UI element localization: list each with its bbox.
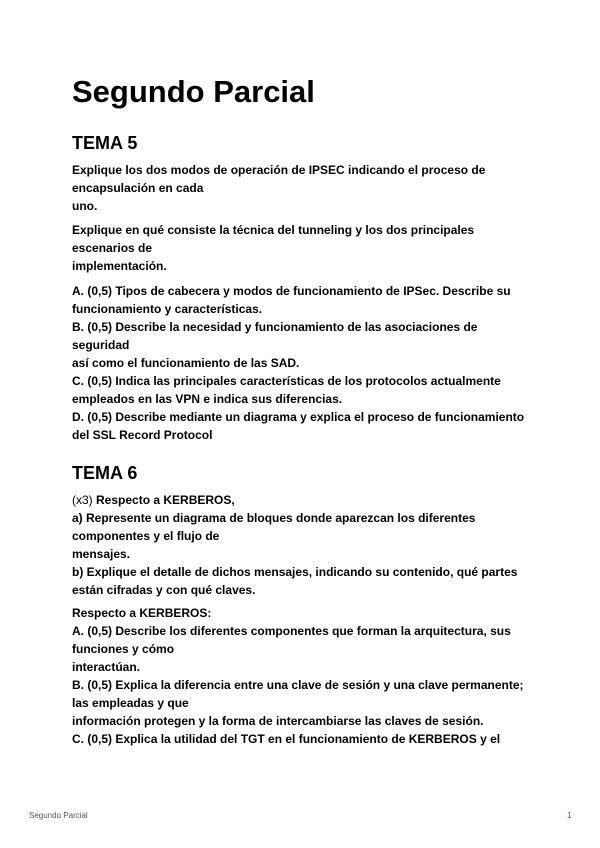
text-line: Explique en qué consiste la técnica del tunneling y los dos principales — [72, 223, 475, 237]
question-list-kerberos — [72, 604, 542, 748]
text-line: B. (0,5) Describe la necesidad y funcionamiento de las asociaciones de — [72, 320, 478, 334]
text-line: encapsulación en cada — [72, 181, 204, 195]
text-line: b) Explique el detalle de dichos mensajes, indicando su contenido, qué partes — [72, 565, 518, 579]
text-line: información protegen y la forma de intercambiarse las claves de sesión. — [72, 714, 484, 728]
section-heading-tema-6: TEMA 6 — [72, 463, 138, 483]
text-line: B. (0,5) Explica la diferencia entre una clave de sesión y una clave permanente; — [72, 678, 524, 692]
text-line: Explique los dos modos de operación de IPSEC indicando el proceso de — [72, 163, 486, 177]
text-line: del SSL Record Protocol — [72, 428, 213, 442]
document-title: Segundo Parcial — [72, 74, 315, 109]
text-line: funciones y cómo — [72, 642, 175, 656]
text-line-content: Respecto a KERBEROS, — [92, 493, 235, 507]
text-line: están cifradas y con qué claves. — [72, 583, 256, 597]
text-line: a) Represente un diagrama de bloques donde aparezcan los diferentes — [72, 511, 476, 525]
question-ipsec-modes — [72, 161, 542, 215]
text-line: seguridad — [72, 338, 130, 352]
text-line: mensajes. — [72, 547, 131, 561]
text-line: Respecto a KERBEROS: — [72, 606, 212, 620]
question-list-tema-5 — [72, 282, 542, 444]
text-line: las empleadas y que — [72, 696, 189, 710]
text-line: uno. — [72, 199, 98, 213]
footer-page-number: 1 — [567, 811, 572, 820]
text-line: implementación. — [72, 259, 167, 273]
footer-title: Segundo Parcial — [29, 811, 88, 820]
text-line: D. (0,5) Describe mediante un diagrama y explica el proceso de funcionamiento — [72, 410, 525, 424]
text-line: empleados en las VPN e indica sus diferencias. — [72, 392, 343, 406]
text-line — [72, 491, 542, 509]
text-line: A. (0,5) Tipos de cabecera y modos de funcionamiento de IPSec. Describe su — [72, 284, 511, 298]
repeat-count-label: (x3) — [72, 493, 93, 507]
question-kerberos-diagram — [72, 491, 542, 599]
text-line: componentes y el flujo de — [72, 529, 220, 543]
text-line: funcionamiento y características. — [72, 302, 263, 316]
text-line: interactúan. — [72, 660, 141, 674]
question-tunneling — [72, 221, 542, 275]
text-line: C. (0,5) Indica las principales características de los protocolos actualmente — [72, 374, 501, 388]
text-line: A. (0,5) Describe los diferentes componentes que forman la arquitectura, sus — [72, 624, 511, 638]
text-line: escenarios de — [72, 241, 153, 255]
text-line: así como el funcionamiento de las SAD. — [72, 356, 300, 370]
text-line: C. (0,5) Explica la utilidad del TGT en el funcionamiento de KERBEROS y el — [72, 732, 501, 746]
section-heading-tema-5: TEMA 5 — [72, 133, 138, 153]
